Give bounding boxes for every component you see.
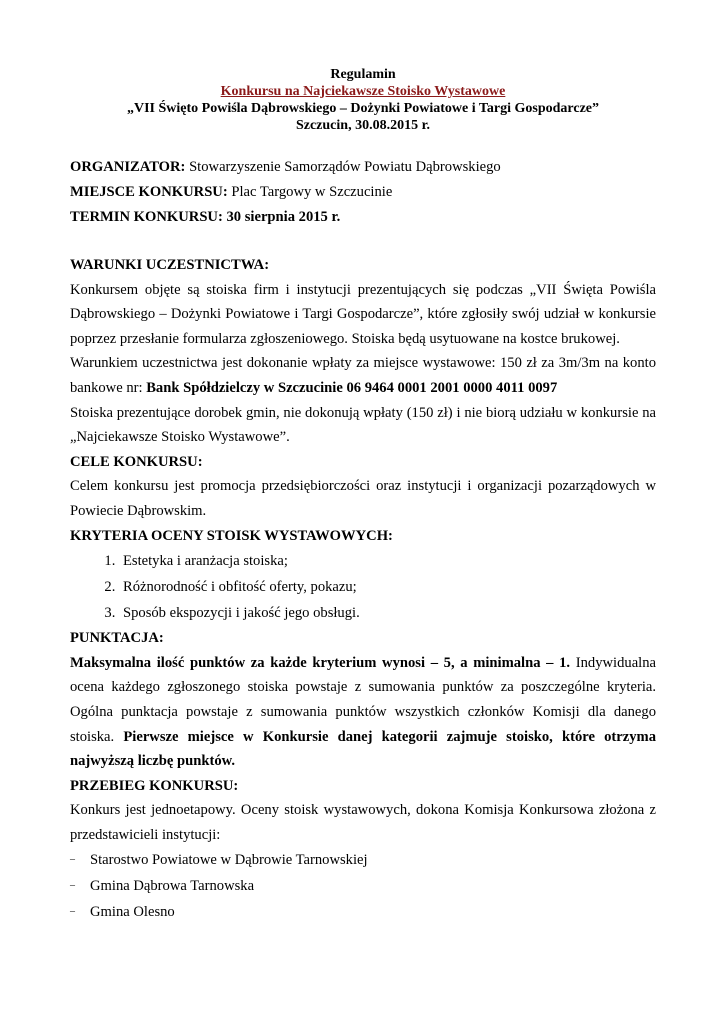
scoring-bold-1: Maksymalna ilość punktów za każde kryterium wynosi – 5, a minimalna – 1.	[70, 654, 571, 671]
process-title: PRZEBIEG KONKURSU:	[70, 777, 239, 794]
process-text: Konkurs jest jednoetapowy. Oceny stoisk wystawowych, dokona Komisja Konkursowa złożona z przedstawicieli instytucji:	[70, 802, 656, 843]
list-item: 2. Różnorodność i obfitość oferty, pokazu;	[119, 574, 656, 600]
goals-title: CELE KONKURSU:	[70, 453, 203, 470]
dash-bullet-icon: –	[70, 880, 75, 892]
organizer-value: Stowarzyszenie Samorządów Powiatu Dąbrowskiego	[185, 159, 501, 175]
participation-paragraph-2	[70, 351, 656, 400]
scoring-body: Indywidualna ocena każdego zgłoszonego stoiska powstaje z sumowania punktów za poszczególne kryteria. Ogólna punktacja powstaje z sumowania punktów wszystkich członków Komisji dla danego stoiska.	[70, 654, 656, 745]
goals-section	[70, 450, 656, 524]
payment-text: Warunkiem uczestnictwa jest dokonanie wpłaty za miejsce wystawowe: 150 zł za 3m/3m na konto bankowe nr:	[70, 355, 656, 396]
scoring-section	[70, 626, 656, 774]
date-row	[70, 205, 656, 230]
place-value: Plac Targowy w Szczucinie	[227, 184, 393, 200]
bank-account: Bank Spółdzielczy w Szczucinie 06 9464 0001 2001 0000 4011 0097	[146, 379, 558, 396]
contest-name-link: Konkursu na Najciekawsze Stoisko Wystawowe	[220, 84, 506, 99]
criteria-list	[70, 548, 656, 626]
header-place-date: Szczucin, 30.08.2015 r.	[295, 118, 431, 133]
date-value: 30 sierpnia 2015 r.	[222, 209, 341, 225]
date-label: TERMIN KONKURSU:	[70, 209, 223, 225]
criteria-title: KRYTERIA OCENY STOISK WYSTAWOWYCH:	[70, 527, 393, 544]
process-section	[70, 774, 656, 926]
scoring-bold-2: Pierwsze miejsce w Konkursie danej kategorii zajmuje stoisko, które otrzyma najwyższą liczbę punktów.	[70, 728, 656, 770]
place-label: MIEJSCE KONKURSU:	[70, 184, 228, 200]
header-title: Regulamin	[330, 67, 396, 82]
dash-bullet-icon: –	[70, 906, 75, 918]
list-item: – Starostwo Powiatowe w Dąbrowie Tarnowskiej	[70, 847, 656, 873]
scoring-text	[70, 651, 656, 774]
header-event-name: „VII Święto Powiśla Dąbrowskiego – Dożynki Powiatowe i Targi Gospodarcze”	[127, 101, 599, 116]
participation-paragraph-3: Stoiska prezentujące dorobek gmin, nie dokonują wpłaty (150 zł) i nie biorą udziału w konkursie na „Najciekawsze Stoisko Wystawowe”.	[70, 404, 656, 446]
participation-section	[70, 253, 656, 450]
organizer-label: ORGANIZATOR:	[70, 159, 186, 175]
scoring-title: PUNKTACJA:	[70, 630, 164, 647]
meta-block	[70, 155, 656, 230]
participation-title: WARUNKI UCZESTNICTWA:	[70, 257, 270, 273]
place-row	[70, 180, 656, 205]
committee-list	[70, 847, 656, 925]
list-item: 3. Sposób ekspozycji i jakość jego obsługi.	[119, 600, 656, 626]
organizer-row	[70, 155, 656, 180]
document-page	[70, 66, 656, 925]
list-item: 1. Estetyka i aranżacja stoiska;	[119, 548, 656, 574]
criteria-section	[70, 524, 656, 627]
header-contest-name	[70, 83, 656, 100]
goals-text: Celem konkursu jest promocja przedsiębiorczości oraz instytucji i organizacji pozarządowych w Powiecie Dąbrowskim.	[70, 478, 656, 519]
dash-bullet-icon: –	[70, 854, 75, 866]
list-item: – Gmina Olesno	[70, 899, 656, 925]
participation-paragraph-1: Konkursem objęte są stoiska firm i instytucji prezentujących się podczas „VII Święta Powiśla Dąbrowskiego – Dożynki Powiatowe i Targi Gospodarcze”, które zgłosiły swój udział w konkursie poprzez przesłanie formularza zgłoszeniowego. Stoiska będą usytuowane na kostce brukowej.	[70, 281, 656, 347]
document-header	[70, 66, 656, 134]
list-item: – Gmina Dąbrowa Tarnowska	[70, 873, 656, 899]
